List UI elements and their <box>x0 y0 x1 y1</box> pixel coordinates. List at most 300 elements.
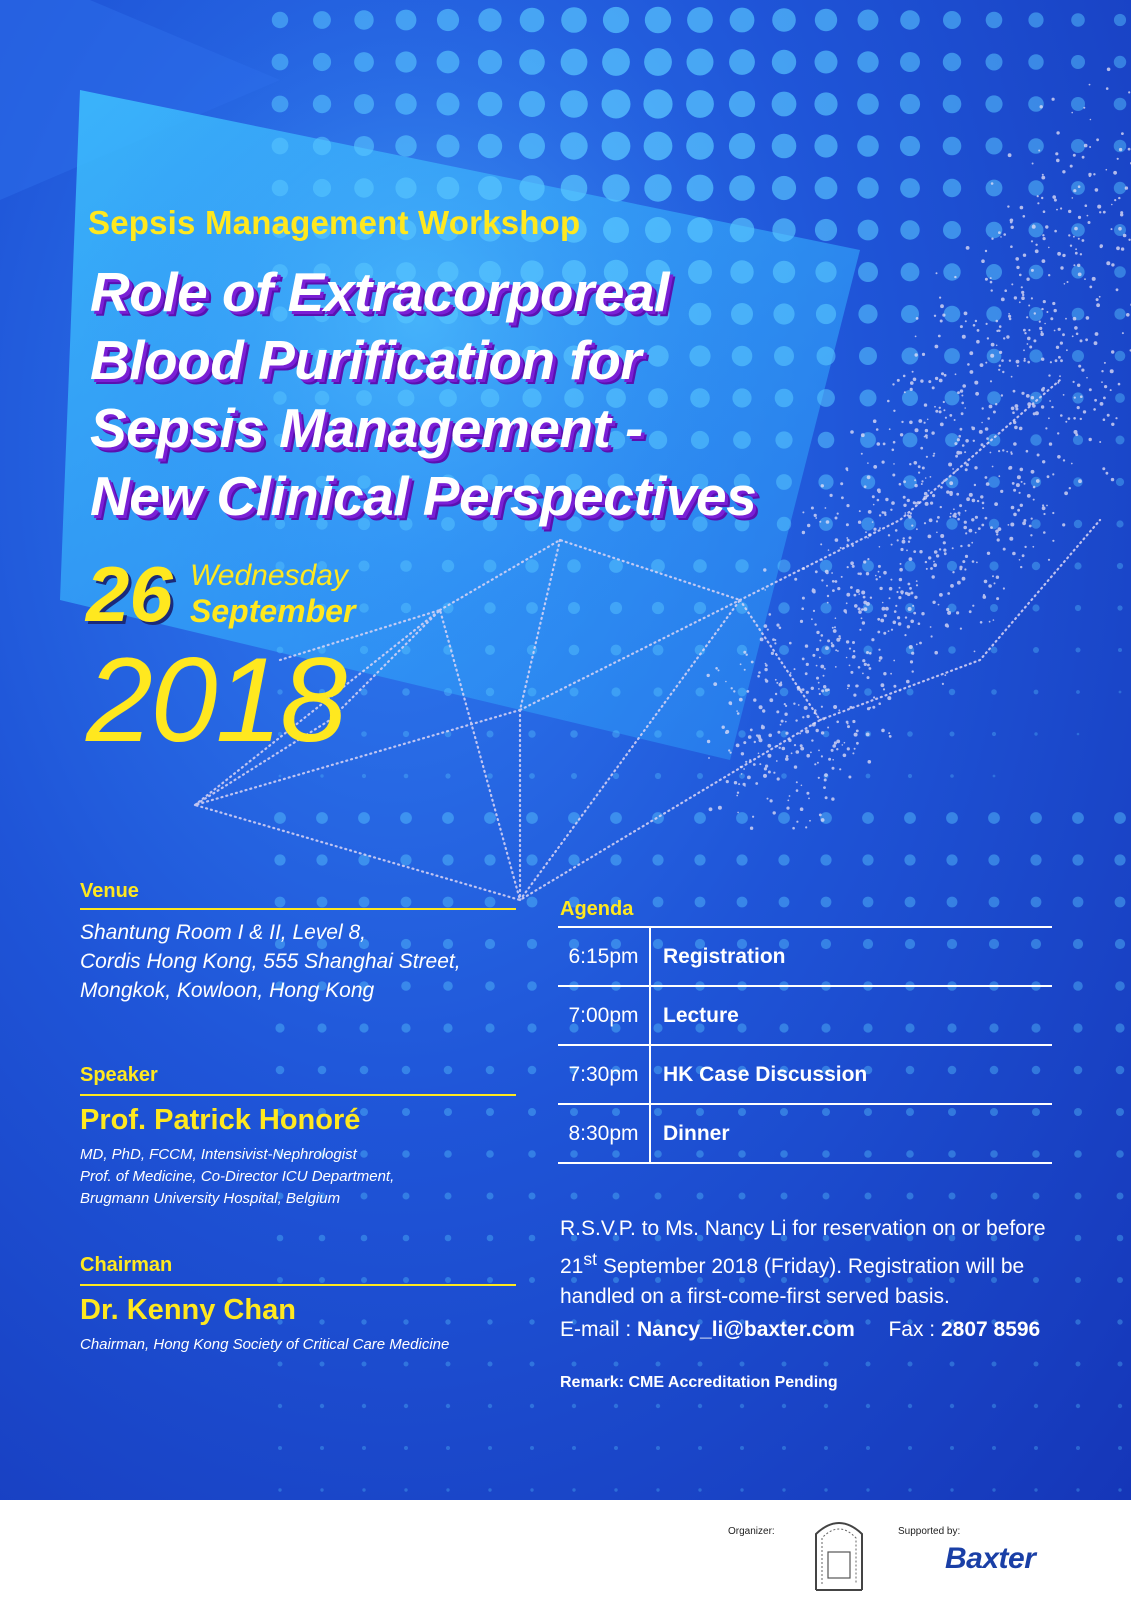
halftone-dot <box>570 730 578 738</box>
halftone-dot <box>278 1404 282 1408</box>
halftone-dot <box>858 304 877 323</box>
halftone-dot <box>1116 1066 1125 1075</box>
halftone-dot <box>1074 1066 1083 1075</box>
fax-number: 2807 8596 <box>940 1318 1041 1341</box>
halftone-dot <box>445 773 450 778</box>
particle <box>815 570 818 573</box>
particle <box>1051 406 1053 408</box>
halftone-dot <box>277 1235 284 1242</box>
particle <box>986 323 988 325</box>
particle <box>1070 165 1073 168</box>
particle <box>974 466 977 469</box>
particle <box>988 584 992 588</box>
particle <box>1054 309 1057 312</box>
particle <box>725 681 727 683</box>
halftone-dot <box>782 1362 787 1367</box>
halftone-dot <box>944 306 961 323</box>
particle <box>1073 236 1075 238</box>
halftone-dot <box>729 49 755 75</box>
particle <box>926 568 928 570</box>
particle <box>954 419 956 421</box>
particle <box>1027 361 1030 364</box>
particle <box>937 516 940 519</box>
particle <box>868 510 872 514</box>
particle <box>1015 408 1018 411</box>
particle <box>846 593 850 597</box>
particle <box>1099 296 1101 298</box>
particle <box>1121 132 1124 135</box>
particle <box>1081 369 1084 372</box>
halftone-dot <box>272 54 289 71</box>
halftone-dot <box>652 602 664 614</box>
particle <box>743 768 745 770</box>
date-weekday: Wednesday <box>190 559 348 592</box>
particle <box>1013 513 1017 517</box>
particle <box>785 705 787 707</box>
particle <box>876 578 878 580</box>
particle <box>1002 449 1004 451</box>
particle <box>976 340 980 344</box>
particle <box>843 754 847 758</box>
particle <box>805 826 807 828</box>
particle <box>764 624 768 628</box>
particle <box>893 463 895 465</box>
particle <box>730 752 732 754</box>
particle <box>996 320 999 323</box>
halftone-dot <box>694 812 706 824</box>
particle <box>1043 531 1046 534</box>
particle <box>878 571 880 573</box>
particle <box>1117 158 1119 160</box>
particle <box>936 532 938 534</box>
particle <box>777 731 780 734</box>
halftone-dot <box>820 812 832 824</box>
particle <box>1015 404 1019 408</box>
halftone-dot <box>737 897 748 908</box>
particle <box>775 679 777 681</box>
particle <box>1068 234 1070 236</box>
particle <box>1066 349 1068 351</box>
particle <box>828 758 831 761</box>
particle <box>869 707 871 709</box>
particle <box>1013 489 1016 492</box>
particle <box>825 646 829 650</box>
particle <box>987 552 990 555</box>
halftone-dot <box>1118 1404 1122 1408</box>
halftone-dot <box>478 176 502 200</box>
particle <box>959 451 962 454</box>
particle <box>823 786 826 789</box>
particle <box>847 539 850 542</box>
particle <box>764 668 767 671</box>
particle <box>1024 358 1026 360</box>
particle <box>934 550 938 554</box>
halftone-dot <box>737 645 747 655</box>
particle <box>930 626 932 628</box>
particle <box>930 502 933 505</box>
halftone-dot <box>1076 648 1081 653</box>
particle <box>850 586 853 589</box>
particle <box>814 709 817 712</box>
particle <box>806 792 809 795</box>
halftone-dot <box>1028 138 1044 154</box>
halftone-dot <box>530 1488 533 1491</box>
particle <box>866 733 870 737</box>
particle <box>878 565 881 568</box>
particle <box>794 668 796 670</box>
halftone-dot <box>857 177 878 198</box>
halftone-dot <box>272 96 289 113</box>
particle <box>756 734 758 736</box>
halftone-dot <box>529 773 535 779</box>
particle <box>1037 202 1039 204</box>
particle <box>1086 377 1088 379</box>
particle <box>788 739 791 742</box>
particle <box>1043 513 1045 515</box>
halftone-dot <box>990 604 998 612</box>
halftone-dot <box>487 1277 493 1283</box>
halftone-dot <box>1115 1023 1124 1032</box>
particle <box>971 542 973 544</box>
halftone-dot <box>1034 690 1039 695</box>
particle <box>1073 317 1077 321</box>
halftone-dot <box>1117 563 1123 569</box>
particle <box>1003 233 1006 236</box>
agenda-table <box>558 928 1052 1164</box>
halftone-dot <box>361 731 367 737</box>
particle <box>931 635 933 637</box>
particle <box>713 682 717 686</box>
particle <box>945 417 947 419</box>
halftone-dot <box>316 854 327 865</box>
particle <box>1031 269 1034 272</box>
halftone-dot <box>528 730 535 737</box>
particle <box>1089 286 1092 289</box>
particle <box>847 725 850 728</box>
agenda-heading: Agenda <box>560 898 634 920</box>
particle <box>909 463 911 465</box>
particle <box>891 629 893 631</box>
halftone-dot <box>815 51 838 74</box>
particle <box>1126 313 1130 317</box>
halftone-dot <box>778 560 791 573</box>
particle <box>806 715 809 718</box>
particle <box>1078 216 1081 219</box>
particle <box>1010 245 1013 248</box>
email-link[interactable]: Nancy_li@baxter.com <box>637 1318 855 1341</box>
particle <box>1044 323 1046 325</box>
particle <box>924 492 928 496</box>
halftone-dot <box>442 854 453 865</box>
particle <box>1042 259 1046 263</box>
particle <box>939 593 943 597</box>
halftone-dot <box>484 560 497 573</box>
halftone-dot <box>484 602 495 613</box>
halftone-dot <box>698 1362 703 1367</box>
particle <box>964 451 966 453</box>
particle <box>991 343 995 347</box>
particle <box>1106 261 1110 265</box>
particle <box>929 518 933 522</box>
particle <box>1119 148 1122 151</box>
particle <box>1019 559 1021 561</box>
particle <box>975 532 977 534</box>
particle <box>809 820 811 822</box>
halftone-dot <box>602 90 631 119</box>
particle <box>940 534 944 538</box>
particle <box>835 617 837 619</box>
particle <box>889 597 891 599</box>
particle <box>916 580 918 582</box>
particle <box>1021 286 1023 288</box>
particle <box>1000 236 1002 238</box>
particle <box>909 587 912 590</box>
particle <box>858 593 860 595</box>
particle <box>789 795 791 797</box>
particle <box>934 315 936 317</box>
particle <box>1063 459 1065 461</box>
particle <box>940 423 944 427</box>
particle <box>812 654 815 657</box>
particle <box>889 428 891 430</box>
halftone-dot <box>488 1404 492 1408</box>
particle <box>956 493 959 496</box>
halftone-dot <box>568 854 579 865</box>
particle <box>740 766 742 768</box>
organizer-label: Organizer: <box>728 1526 775 1537</box>
halftone-dot <box>402 1108 410 1116</box>
halftone-dot <box>865 1193 872 1200</box>
particle <box>827 602 829 604</box>
particle <box>767 798 769 800</box>
halftone-dot <box>572 1404 576 1408</box>
particle <box>916 644 918 646</box>
particle <box>895 529 898 532</box>
particle <box>952 571 954 573</box>
particle <box>1019 492 1021 494</box>
particle <box>840 547 842 549</box>
particle <box>957 391 960 394</box>
particle <box>799 732 801 734</box>
organizer-seal-icon <box>812 1512 866 1592</box>
particle <box>816 729 819 732</box>
halftone-dot <box>359 1023 368 1032</box>
halftone-dot <box>446 1488 449 1491</box>
particle <box>899 483 902 486</box>
particle <box>999 365 1001 367</box>
halftone-dot <box>904 518 916 530</box>
particle <box>877 631 880 634</box>
particle <box>857 573 859 575</box>
halftone-dot <box>401 897 412 908</box>
particle <box>974 651 976 653</box>
halftone-dot <box>694 854 705 865</box>
particle <box>867 462 869 464</box>
particle <box>932 386 935 389</box>
particle <box>867 664 870 667</box>
particle <box>749 759 751 761</box>
halftone-dot <box>1071 223 1085 237</box>
particle <box>897 616 900 619</box>
particle <box>1009 360 1011 362</box>
particle <box>933 453 935 455</box>
halftone-dot <box>857 93 879 115</box>
halftone-dot <box>560 132 587 159</box>
particle <box>837 587 840 590</box>
particle <box>1004 289 1007 292</box>
halftone-dot <box>1073 981 1083 991</box>
particle <box>936 272 938 274</box>
particle <box>1087 215 1089 217</box>
particle <box>940 304 944 308</box>
halftone-dot <box>1032 604 1039 611</box>
particle <box>1008 153 1012 157</box>
particle <box>836 748 838 750</box>
halftone-dot <box>445 1319 450 1324</box>
particle <box>910 381 914 385</box>
particle <box>1111 263 1114 266</box>
contact-line <box>560 1318 1040 1342</box>
halftone-dot <box>821 897 832 908</box>
particle <box>888 732 890 734</box>
particle <box>1011 226 1014 229</box>
particle <box>910 660 913 663</box>
particle <box>909 421 913 425</box>
particle <box>903 496 906 499</box>
particle <box>765 664 768 667</box>
halftone-dot <box>571 773 577 779</box>
halftone-dot <box>1072 854 1083 865</box>
particle <box>1001 490 1003 492</box>
rsvp-sup: st <box>583 1249 597 1269</box>
particle <box>858 666 861 669</box>
particle <box>960 325 963 328</box>
particle <box>833 629 837 633</box>
particle <box>849 648 851 650</box>
date-day: 26 <box>86 550 173 638</box>
halftone-dot <box>730 218 755 243</box>
particle <box>998 330 1000 332</box>
particle <box>870 597 872 599</box>
particle <box>962 444 965 447</box>
halftone-dot <box>1073 435 1083 445</box>
particle <box>878 649 880 651</box>
halftone-dot <box>736 812 748 824</box>
particle <box>1107 68 1111 72</box>
halftone-dot <box>739 1193 746 1200</box>
particle <box>1056 131 1059 134</box>
halftone-dot <box>358 854 369 865</box>
particle <box>896 591 898 593</box>
halftone-dot <box>643 89 672 118</box>
particle <box>769 698 773 702</box>
particle <box>740 663 742 665</box>
halftone-dot <box>986 264 1002 280</box>
particle <box>786 755 789 758</box>
particle <box>1022 294 1024 296</box>
particle <box>741 752 744 755</box>
halftone-dot <box>1115 351 1126 362</box>
particle <box>871 638 874 641</box>
particle <box>998 231 1001 234</box>
halftone-dot <box>821 603 832 614</box>
halftone-dot <box>908 1404 912 1408</box>
particle <box>781 720 784 723</box>
particle <box>914 461 918 465</box>
particle <box>934 406 936 408</box>
particle <box>1023 215 1026 218</box>
halftone-dot <box>317 897 328 908</box>
particle <box>957 518 960 521</box>
halftone-dot <box>656 1446 660 1450</box>
particle <box>1037 454 1040 457</box>
particle <box>867 537 869 539</box>
particle <box>964 407 966 409</box>
particle <box>990 277 992 279</box>
particle <box>887 696 891 700</box>
particle <box>821 731 824 734</box>
particle <box>1100 245 1103 248</box>
particle <box>1023 519 1026 522</box>
particle <box>776 624 779 627</box>
particle <box>1125 186 1128 189</box>
particle <box>928 490 930 492</box>
particle <box>982 407 984 409</box>
halftone-dot <box>950 1446 954 1450</box>
particle <box>980 621 983 624</box>
particle <box>835 666 837 668</box>
particle <box>1047 475 1050 478</box>
particle <box>990 354 994 358</box>
particle <box>1123 234 1127 238</box>
particle <box>897 539 899 541</box>
particle <box>1045 225 1048 228</box>
particle <box>1024 483 1026 485</box>
halftone-dot <box>863 897 874 908</box>
halftone-dot <box>1032 562 1040 570</box>
particle <box>1089 146 1091 148</box>
halftone-dot <box>1075 1193 1082 1200</box>
particle <box>903 375 906 378</box>
particle <box>861 608 864 611</box>
halftone-dot <box>693 559 707 573</box>
particle <box>736 744 740 748</box>
particle <box>832 627 834 629</box>
halftone-dot <box>1117 605 1122 610</box>
particle <box>1084 278 1086 280</box>
particle <box>991 182 994 185</box>
particle <box>774 639 776 641</box>
particle <box>946 608 949 611</box>
venue-line: Shantung Room I & II, Level 8, <box>80 921 367 944</box>
halftone-dot <box>992 732 996 736</box>
particle <box>794 744 796 746</box>
particle <box>1032 163 1034 165</box>
particle <box>928 535 932 539</box>
halftone-dot <box>519 49 545 75</box>
particle <box>862 673 864 675</box>
particle <box>873 419 877 423</box>
particle <box>858 607 861 610</box>
particle <box>802 567 805 570</box>
particle <box>1072 197 1074 199</box>
particle <box>1060 414 1063 417</box>
particle <box>900 548 903 551</box>
particle <box>780 724 782 726</box>
halftone-dot <box>529 1319 534 1324</box>
particle <box>800 807 804 811</box>
halftone-dot <box>1071 55 1085 69</box>
